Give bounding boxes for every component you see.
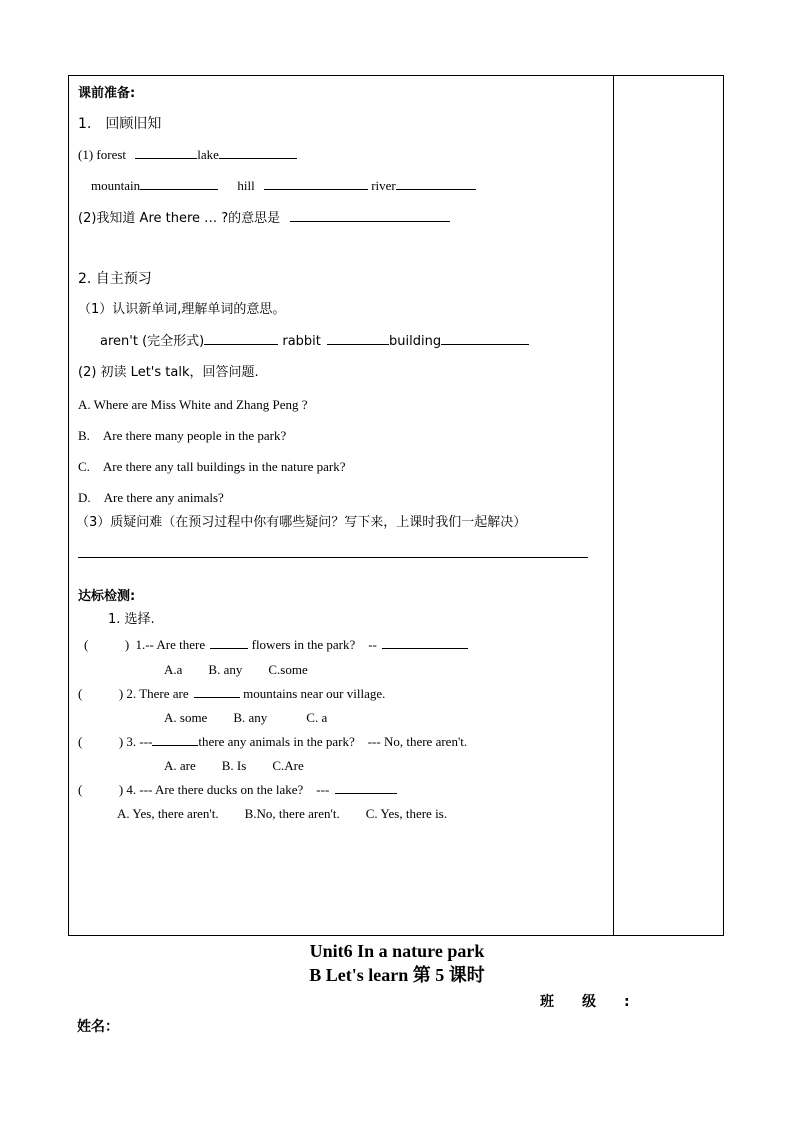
- new-words-line: [100, 332, 529, 351]
- question-d: D. Are there any animals?: [78, 490, 224, 505]
- meaning-blank[interactable]: [290, 209, 450, 222]
- ex4-answer-blank[interactable]: [335, 781, 397, 794]
- ex2-paren-open: (: [78, 686, 83, 701]
- ex1-paren-close: ): [124, 637, 130, 652]
- preview-step-1: （1）认识新单词,理解单词的意思。: [78, 302, 286, 317]
- review-mountain-label: mountain: [91, 178, 141, 193]
- table-column-divider: [613, 75, 614, 936]
- unit-title: Unit6 In a nature park: [309, 941, 485, 961]
- review-hill-label: hill: [237, 178, 255, 193]
- check-heading: 达标检测:: [78, 589, 136, 604]
- lake-blank[interactable]: [219, 146, 297, 159]
- review-heading: 1. 回顾旧知: [78, 116, 162, 132]
- ex3-options: A. are B. Is C.Are: [164, 758, 304, 773]
- ex2-blank[interactable]: [194, 685, 240, 698]
- mountain-blank[interactable]: [140, 177, 218, 190]
- lesson-title: B Let's learn 第 5 课时: [309, 965, 485, 985]
- word-arent-label: aren't (完全形式): [100, 334, 205, 349]
- exercise-3: [78, 733, 467, 751]
- building-blank[interactable]: [441, 332, 529, 345]
- ex4-paren-open: (: [78, 782, 83, 797]
- exercise-1: [84, 636, 468, 654]
- river-blank[interactable]: [396, 177, 476, 190]
- word-rabbit-label: rabbit: [282, 334, 321, 349]
- question-b: B. Are there many people in the park?: [78, 428, 287, 443]
- ex2-question-tail: mountains near our village.: [243, 686, 386, 701]
- class-label: 班 级 :: [540, 994, 630, 1010]
- hill-blank[interactable]: [264, 177, 368, 190]
- ex1-answer-blank[interactable]: [382, 636, 468, 649]
- ex1-options: A.a B. any C.some: [164, 662, 308, 677]
- preview-heading: 2. 自主预习: [78, 271, 152, 287]
- review-question-label: (2)我知道 Are there … ?的意思是: [78, 211, 281, 226]
- ex4-options: A. Yes, there aren't. B.No, there aren't. C. Yes, there is.: [117, 806, 447, 821]
- ex1-paren-open: (: [84, 637, 89, 652]
- question-answer-line[interactable]: [78, 557, 588, 558]
- exercise-4: [78, 781, 397, 799]
- review-line-2: [91, 177, 476, 195]
- question-c: C. Are there any tall buildings in the nature park?: [78, 459, 346, 474]
- review-lake-label: lake: [197, 147, 219, 162]
- ex1-blank[interactable]: [210, 636, 248, 649]
- ex2-options: A. some B. any C. a: [164, 710, 328, 725]
- ex3-paren-open: (: [78, 734, 83, 749]
- ex2-question: ) 2. There are: [118, 686, 189, 701]
- review-forest-label: (1) forest: [78, 147, 127, 162]
- prep-heading: 课前准备:: [78, 86, 136, 101]
- ex4-question: ) 4. --- Are there ducks on the lake? ---: [118, 782, 330, 797]
- forest-blank[interactable]: [135, 146, 197, 159]
- preview-step-2: (2) 初读 Let's talk，回答问题.: [78, 365, 259, 380]
- ex3-question-tail: there any animals in the park? --- No, there aren't.: [198, 734, 468, 749]
- preview-step-3: （3）质疑问难（在预习过程中你有哪些疑问？写下来，上课时我们一起解决）: [76, 515, 527, 530]
- ex1-question: 1.-- Are there: [135, 637, 206, 652]
- ex1-question-tail: flowers in the park? --: [251, 637, 377, 652]
- ex3-question: ) 3. ---: [118, 734, 153, 749]
- review-line-3: [78, 209, 450, 228]
- arent-blank[interactable]: [204, 332, 278, 345]
- ex3-blank[interactable]: [152, 733, 198, 746]
- name-label: 姓名：: [77, 1019, 119, 1035]
- word-building-label: building: [389, 334, 442, 349]
- review-line-1: [78, 146, 297, 164]
- exercise-2: [78, 685, 385, 703]
- choose-heading: 1. 选择.: [108, 612, 155, 627]
- review-river-label: river: [371, 178, 396, 193]
- rabbit-blank[interactable]: [327, 332, 389, 345]
- question-a: A. Where are Miss White and Zhang Peng ?: [78, 397, 308, 412]
